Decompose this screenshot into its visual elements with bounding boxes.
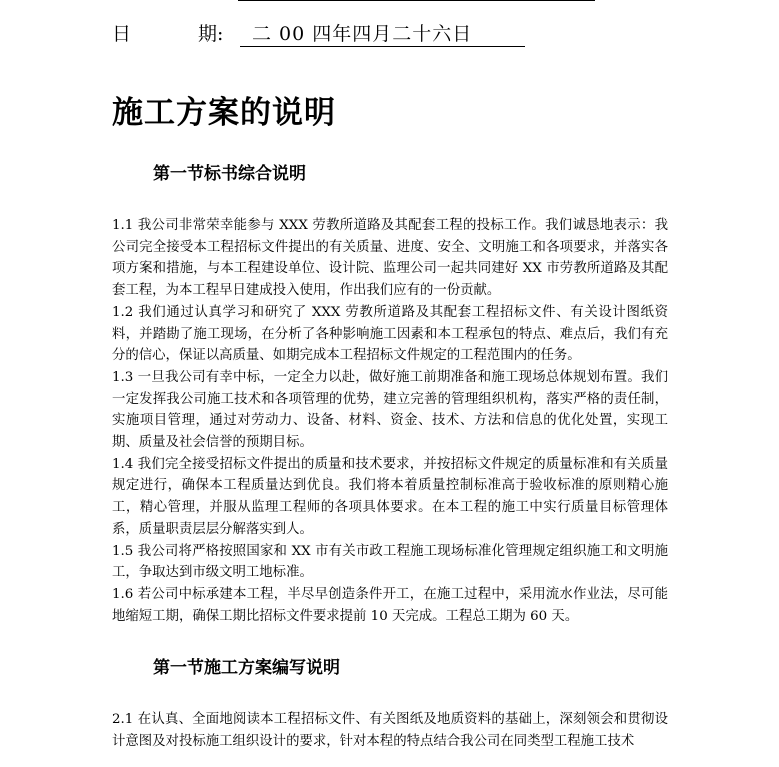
date-label-day: 日 [112, 23, 132, 45]
document-title: 施工方案的说明 [112, 95, 336, 131]
section-heading-construction-plan: 第一节施工方案编写说明 [153, 658, 340, 678]
date-label-period: 期: [198, 23, 224, 45]
header-rule [238, 0, 595, 1]
paragraph-1-3: 1.3 一旦我公司有幸中标，一定全力以赴，做好施工前期准备和施工现场总体规划布置。我们一定发挥我公司施工技术和各项管理的优势，建立完善的管理组织机构，落实严格的责任制，实施项目管理，通过对劳动力、设备、材料、资金、技术、方法和信息的优化处置，实现工期、质量及社会信誉的预期目标。 [112, 369, 668, 451]
section-heading-bid-summary: 第一节标书综合说明 [153, 164, 306, 184]
paragraph-1-4: 1.4 我们完全接受招标文件提出的质量和技术要求，并按招标文件规定的质量标准和有关质量规定进行，确保本工程质量达到优良。我们将本着质量控制标准高于验收标准的原则精心施工，精心管理，并服从监理工程师的各项具体要求。在本工程的施工中实行质量目标管理体系，质量职责层层分解落实到人。 [112, 456, 668, 537]
paragraph-1-2: 1.2 我们通过认真学习和研究了 XXX 劳教所道路及其配套工程招标文件、有关设计图纸资料，并踏勘了施工现场，在分析了各种影响施工因素和本工程承包的特点、难点后，我们有充分的信心，保证以高质量、如期完成本工程招标文件规定的工程范围内的任务。 [112, 304, 668, 364]
paragraph-2-1: 2.1 在认真、全面地阅读本工程招标文件、有关图纸及地质资料的基础上，深刻领会和贯彻设计意图及对投标施工组织设计的要求，针对本程的特点结合我公司在同类型工程施工技术 [112, 712, 668, 749]
paragraph-1-1: 1.1 我公司非常荣幸能参与 XXX 劳教所道路及其配套工程的投标工作。我们诚恳地表示：我公司完全接受本工程招标文件提出的有关质量、进度、安全、文明施工和各项要求，并落实各项方案和措施，与本工程建设单位、设计院、监理公司一起共同建好 XX 市劳教所道路及其配套工程，为本工程早日建成投入使用，作出我们应有的一份贡献。 [112, 218, 668, 299]
paragraph-1-6: 1.6 若公司中标承建本工程，半尽早创造条件开工，在施工过程中，采用流水作业法，尽可能地缩短工期，确保工期比招标文件要求提前 10 天完成。工程总工期为 60 天。 [112, 586, 668, 624]
date-value: 二 00 四年四月二十六日 [240, 22, 525, 47]
section-body-construction-plan [112, 709, 668, 752]
paragraph-1-5: 1.5 我公司将严格按照国家和 XX 市有关市政工程施工现场标准化管理规定组织施工和文明施工，争取达到市级文明工地标准。 [112, 543, 668, 581]
section-body-bid-summary [112, 215, 668, 627]
